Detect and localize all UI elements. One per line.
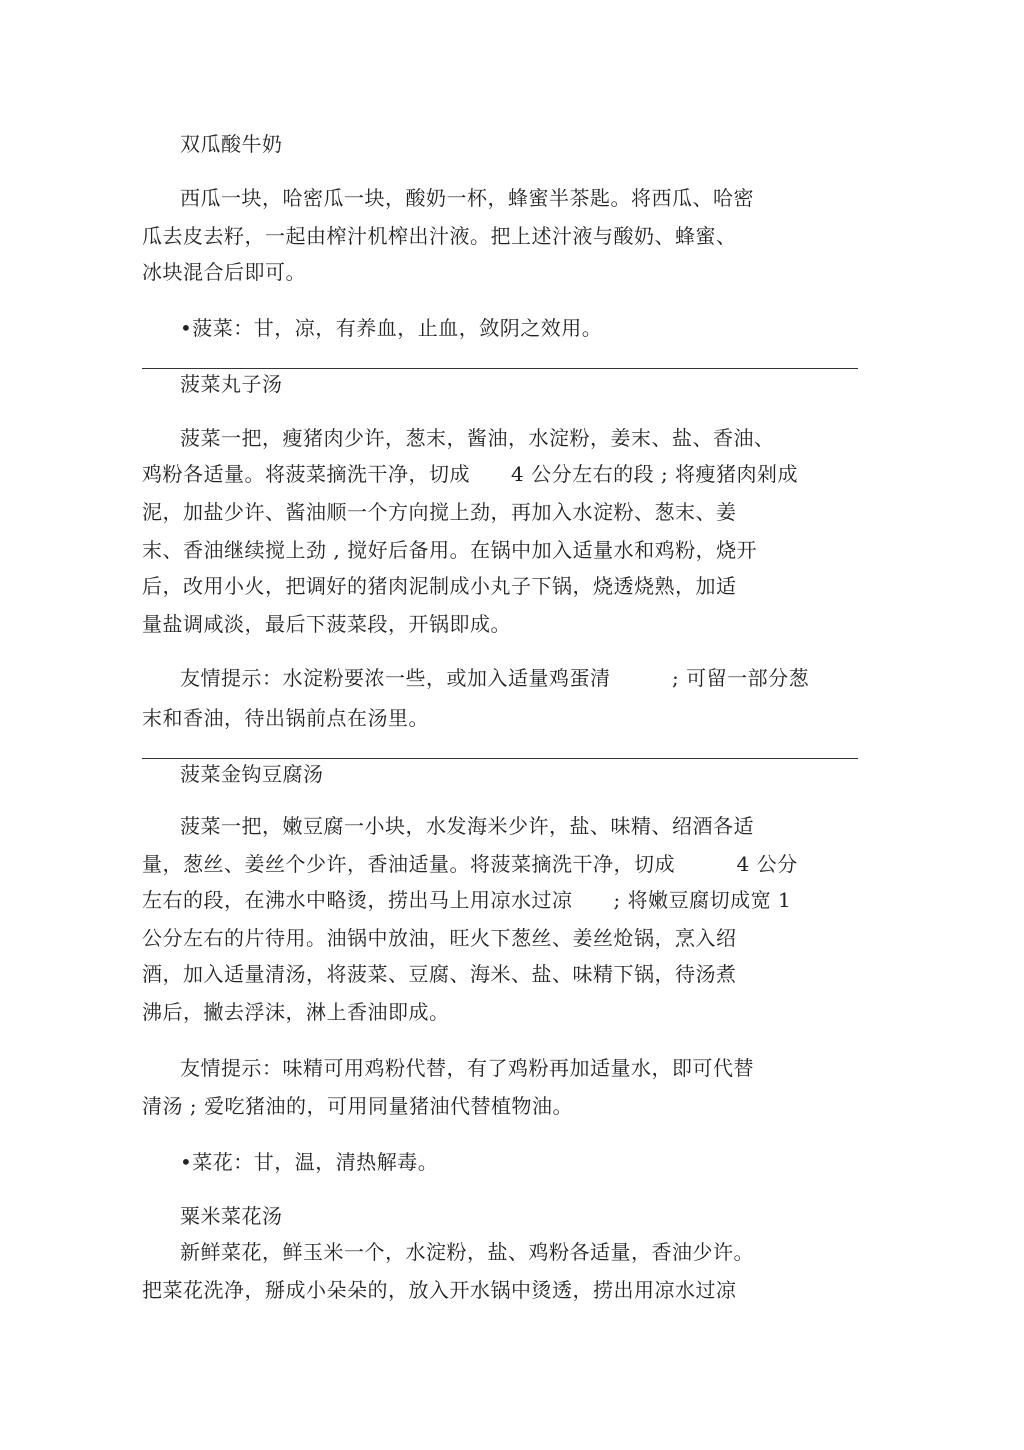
paragraph-line: 菠菜一把，嫩豆腐一小块，水发海米少许，盐、味精、绍酒各适 <box>180 814 754 838</box>
paragraph-line: 把菜花洗净，掰成小朵朵的，放入开水锅中烫透，捞出用凉水过凉 <box>142 1278 737 1302</box>
paragraph-line: 新鲜菜花，鲜玉米一个，水淀粉，盐、鸡粉各适量，香油少许。 <box>180 1240 754 1264</box>
bullet-note: •菠菜：甘，凉，有养血，止血，敛阴之效用。 <box>180 316 603 340</box>
bullet-note: •菜花：甘，温，清热解毒。 <box>180 1150 439 1174</box>
paragraph-line: 量，葱丝、姜丝个少许，香油适量。将菠菜摘洗干净，切成 4 公分 <box>142 852 798 876</box>
paragraph-line: 沸后，撇去浮沫，淋上香油即成。 <box>142 1000 450 1024</box>
recipe-title: 双瓜酸牛奶 <box>180 132 283 156</box>
recipe-title: 菠菜金钩豆腐汤 <box>180 762 324 786</box>
paragraph-line: 末、香油继续搅上劲 , 搅好后备用。在锅中加入适量水和鸡粉，烧开 <box>142 538 758 562</box>
paragraph-line: 酒，加入适量清汤，将菠菜、豆腐、海米、盐、味精下锅，待汤煮 <box>142 962 737 986</box>
tip-line: 友情提示：水淀粉要浓一些，或加入适量鸡蛋清 ; 可留一部分葱 <box>180 666 810 690</box>
paragraph-line: 鸡粉各适量。将菠菜摘洗干净，切成 4 公分左右的段 ; 将瘦猪肉剁成 <box>142 462 799 486</box>
tip-line: 友情提示：味精可用鸡粉代替，有了鸡粉再加适量水，即可代替 <box>180 1056 754 1080</box>
section-divider <box>142 758 858 759</box>
paragraph-line: 后，改用小火，把调好的猪肉泥制成小丸子下锅，烧透烧熟，加适 <box>142 574 737 598</box>
paragraph-line: 泥，加盐少许、酱油顺一个方向搅上劲，再加入水淀粉、葱末、姜 <box>142 500 737 524</box>
paragraph-line: 左右的段，在沸水中略烫，捞出马上用凉水过凉 ; 将嫩豆腐切成宽 1 <box>142 888 792 912</box>
paragraph-line: 量盐调咸淡，最后下菠菜段，开锅即成。 <box>142 612 511 636</box>
tip-line: 清汤 ; 爱吃猪油的，可用同量猪油代替植物油。 <box>142 1094 573 1118</box>
recipe-title: 菠菜丸子汤 <box>180 372 283 396</box>
paragraph-line: 菠菜一把，瘦猪肉少许，葱末，酱油，水淀粉，姜末、盐、香油、 <box>180 426 775 450</box>
section-divider <box>142 368 858 369</box>
paragraph-line: 冰块混合后即可。 <box>142 260 306 284</box>
tip-line: 末和香油，待出锅前点在汤里。 <box>142 706 429 730</box>
paragraph-line: 西瓜一块，哈密瓜一块，酸奶一杯，蜂蜜半茶匙。将西瓜、哈密 <box>180 186 754 210</box>
paragraph-line: 公分左右的片待用。油锅中放油，旺火下葱丝、姜丝炝锅，烹入绍 <box>142 926 737 950</box>
paragraph-line: 瓜去皮去籽，一起由榨汁机榨出汁液。把上述汁液与酸奶、蜂蜜、 <box>142 224 737 248</box>
recipe-title: 粟米菜花汤 <box>180 1204 283 1228</box>
